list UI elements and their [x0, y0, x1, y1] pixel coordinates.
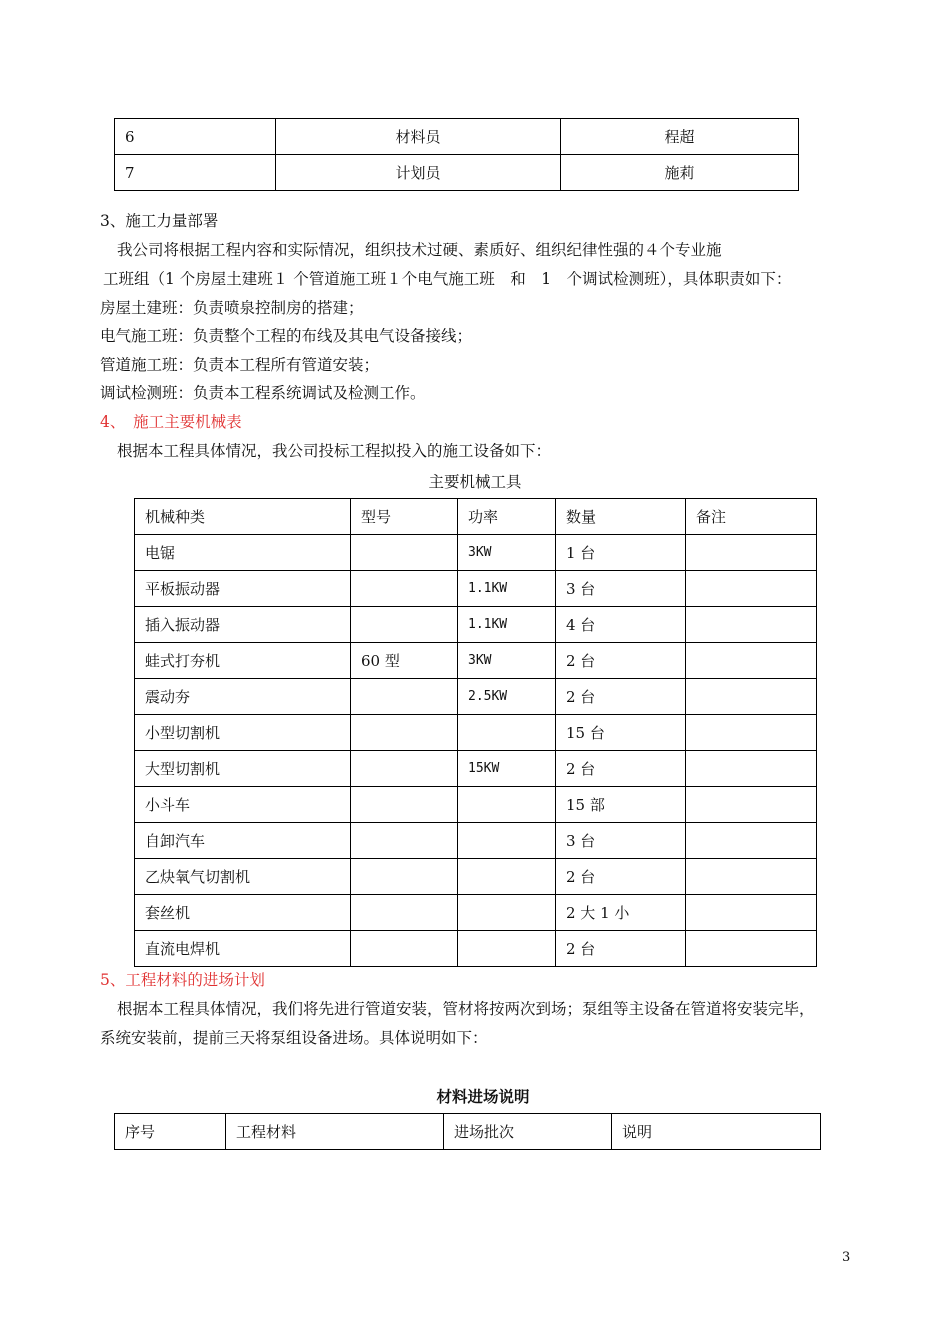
cell-quantity: 15 部 — [556, 787, 686, 823]
cell-quantity: 3 台 — [556, 571, 686, 607]
cell-machine-type: 套丝机 — [135, 895, 351, 931]
header-batch: 进场批次 — [444, 1114, 612, 1150]
cell-quantity: 2 台 — [556, 859, 686, 895]
cell-model — [351, 859, 458, 895]
cell-power: 3KW — [458, 643, 556, 679]
cell-quantity: 3 台 — [556, 823, 686, 859]
cell-power: 15KW — [458, 751, 556, 787]
cell-remarks — [686, 607, 817, 643]
cell-model — [351, 571, 458, 607]
header-remarks: 备注 — [686, 499, 817, 535]
cell-machine-type: 乙炔氧气切割机 — [135, 859, 351, 895]
cell-power — [458, 931, 556, 967]
table-row — [135, 823, 817, 859]
cell-machine-type: 平板振动器 — [135, 571, 351, 607]
cell-model — [351, 535, 458, 571]
cell-machine-type: 小斗车 — [135, 787, 351, 823]
table-row — [135, 607, 817, 643]
cell-machine-type: 震动夯 — [135, 679, 351, 715]
table-row — [135, 751, 817, 787]
section5-para-line1: 根据本工程具体情况，我们将先进行管道安装，管材将按两次到场；泵组等主设备在管道将安装完毕， — [117, 1000, 815, 1018]
header-serial: 序号 — [115, 1114, 226, 1150]
header-material: 工程材料 — [226, 1114, 444, 1150]
cell-quantity: 2 台 — [556, 679, 686, 715]
duty-item: 房屋土建班：负责喷泉控制房的搭建； — [100, 299, 364, 317]
cell-remarks — [686, 895, 817, 931]
duty-item: 调试检测班：负责本工程系统调试及检测工作。 — [100, 384, 426, 402]
table-row — [135, 895, 817, 931]
staff-role: 计划员 — [276, 155, 561, 191]
table-row — [115, 119, 799, 155]
cell-quantity: 2 台 — [556, 931, 686, 967]
section5-para-line2: 系统安装前，提前三天将泵组设备进场。具体说明如下： — [100, 1029, 488, 1047]
header-machine-type: 机械种类 — [135, 499, 351, 535]
table-row — [135, 859, 817, 895]
cell-power — [458, 895, 556, 931]
cell-remarks — [686, 679, 817, 715]
cell-remarks — [686, 643, 817, 679]
material-table-title: 材料进场说明 — [436, 1088, 530, 1106]
cell-remarks — [686, 535, 817, 571]
cell-model — [351, 931, 458, 967]
cell-machine-type: 大型切割机 — [135, 751, 351, 787]
header-model: 型号 — [351, 499, 458, 535]
table-row — [135, 679, 817, 715]
table-row — [135, 643, 817, 679]
cell-remarks — [686, 715, 817, 751]
machine-table — [134, 498, 817, 967]
staff-table — [114, 118, 799, 191]
cell-remarks — [686, 931, 817, 967]
cell-model — [351, 679, 458, 715]
header-power: 功率 — [458, 499, 556, 535]
section4-intro: 根据本工程具体情况，我公司投标工程拟投入的施工设备如下： — [117, 442, 552, 460]
table-row — [115, 155, 799, 191]
staff-name: 程超 — [561, 119, 799, 155]
cell-power — [458, 715, 556, 751]
staff-no: 6 — [115, 119, 276, 155]
staff-name: 施莉 — [561, 155, 799, 191]
cell-power: 1.1KW — [458, 571, 556, 607]
cell-machine-type: 自卸汽车 — [135, 823, 351, 859]
table-header-row — [135, 499, 817, 535]
staff-no: 7 — [115, 155, 276, 191]
cell-model — [351, 751, 458, 787]
cell-quantity: 15 台 — [556, 715, 686, 751]
table-row — [135, 571, 817, 607]
cell-model: 60 型 — [351, 643, 458, 679]
cell-power — [458, 859, 556, 895]
table-row — [135, 931, 817, 967]
table-row — [135, 715, 817, 751]
section4-heading: 4、 施工主要机械表 — [100, 413, 242, 431]
section5-heading: 5、工程材料的进场计划 — [100, 971, 265, 989]
cell-machine-type: 插入振动器 — [135, 607, 351, 643]
cell-remarks — [686, 751, 817, 787]
header-quantity: 数量 — [556, 499, 686, 535]
table-header-row — [115, 1114, 821, 1150]
cell-power — [458, 787, 556, 823]
section3-para-line2: 工班组（1 个房屋土建班１ 个管道施工班１个电气施工班 和 1 个调试检测班），具体职责如下： — [103, 270, 792, 288]
cell-model — [351, 895, 458, 931]
cell-power: 3KW — [458, 535, 556, 571]
cell-quantity: 2 台 — [556, 643, 686, 679]
cell-machine-type: 电锯 — [135, 535, 351, 571]
cell-power: 2.5KW — [458, 679, 556, 715]
cell-quantity: 4 台 — [556, 607, 686, 643]
duty-item: 电气施工班：负责整个工程的布线及其电气设备接线； — [100, 327, 473, 345]
section3-heading: 3、施工力量部署 — [100, 212, 219, 230]
cell-quantity: 2 台 — [556, 751, 686, 787]
cell-model — [351, 823, 458, 859]
material-table — [114, 1113, 821, 1150]
staff-role: 材料员 — [276, 119, 561, 155]
table-row — [135, 787, 817, 823]
table-row — [135, 535, 817, 571]
cell-power — [458, 823, 556, 859]
header-description: 说明 — [612, 1114, 821, 1150]
duty-item: 管道施工班：负责本工程所有管道安装； — [100, 356, 380, 374]
cell-remarks — [686, 823, 817, 859]
cell-quantity: 2 大 1 小 — [556, 895, 686, 931]
cell-machine-type: 蛙式打夯机 — [135, 643, 351, 679]
section3-para-line1: 我公司将根据工程内容和实际情况，组织技术过硬、素质好、组织纪律性强的４个专业施 — [117, 241, 722, 259]
cell-remarks — [686, 571, 817, 607]
cell-machine-type: 直流电焊机 — [135, 931, 351, 967]
cell-model — [351, 787, 458, 823]
machine-table-title: 主要机械工具 — [428, 473, 522, 491]
cell-model — [351, 715, 458, 751]
cell-quantity: 1 台 — [556, 535, 686, 571]
page-number: 3 — [842, 1250, 851, 1265]
cell-machine-type: 小型切割机 — [135, 715, 351, 751]
cell-remarks — [686, 787, 817, 823]
cell-remarks — [686, 859, 817, 895]
cell-power: 1.1KW — [458, 607, 556, 643]
cell-model — [351, 607, 458, 643]
